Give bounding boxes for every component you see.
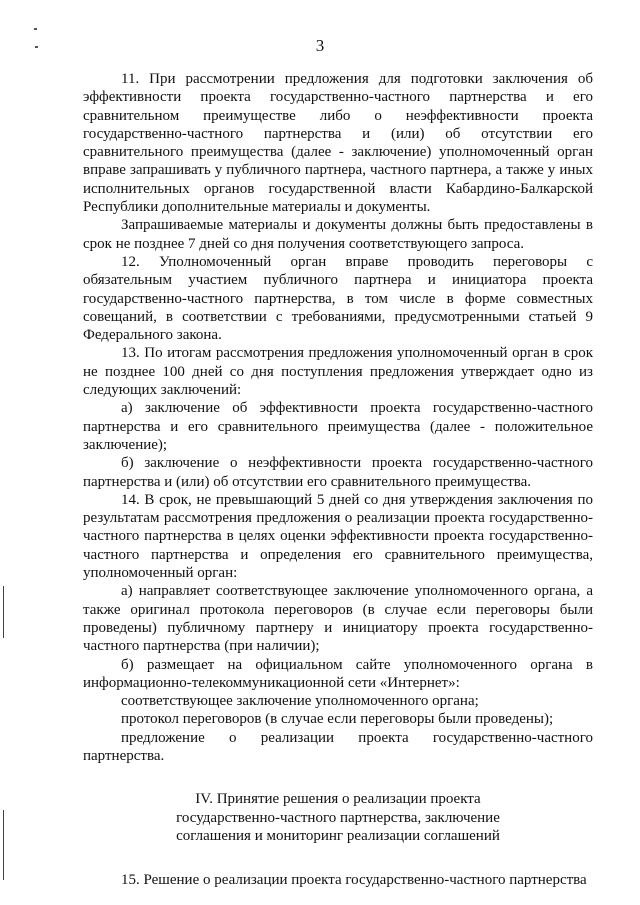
section-heading-line: государственно-частного партнерства, заключение bbox=[176, 809, 500, 826]
paragraph-14-b-item-3: предложение о реализации проекта государственно-частного партнерства. bbox=[83, 729, 593, 764]
scan-speck bbox=[34, 28, 37, 30]
paragraph-14: 14. В срок, не превышающий 5 дней со дня утверждения заключения по результатам рассмотрения предложения о реализации проекта государственно-частного партнерства в целях оценки эффективности проекта государственно-частного партнерства и определения его сравнительного преимущества, уполномоченный орган: bbox=[83, 491, 593, 582]
section-heading bbox=[83, 790, 593, 845]
paragraph-13: 13. По итогам рассмотрения предложения уполномоченный орган в срок не позднее 100 дней со дня поступления предложения утверждает одно из следующих заключений: bbox=[83, 345, 593, 399]
section-heading-line: IV. Принятие решения о реализации проекта bbox=[195, 791, 481, 808]
paragraph-13-b: б) заключение о неэффективности проекта государственно-частного партнерства и (или) об отсутствии его сравнительного преимущества. bbox=[83, 455, 593, 490]
paragraph-14-b-item-2: протокол переговоров (в случае если переговоры были проведены); bbox=[121, 711, 554, 728]
scan-edge-mark bbox=[3, 586, 4, 638]
scan-edge-mark bbox=[3, 810, 4, 880]
page-number: 3 bbox=[315, 36, 325, 55]
paragraph-13-a: а) заключение об эффективности проекта государственно-частного партнерства и его сравнительного преимущества (далее - положительное заключение); bbox=[83, 400, 593, 453]
paragraph-14-b-item-1: соответствующее заключение уполномоченного органа; bbox=[121, 693, 479, 710]
paragraph-15: 15. Решение о реализации проекта государственно-частного партнерства bbox=[121, 872, 587, 889]
paragraph-11: 11. При рассмотрении предложения для подготовки заключения об эффективности проекта государственно-частного партнерства и его сравнительном преимуществе либо о неэффективности проекта государственно-частного партнерства и (или) об отсутствии его сравнительного преимущества (далее - заключение) уполномоченный орган вправе запрашивать у публичного партнера, частного партнера, а также у иных исполнительных органов государственной власти Кабардино-Балкарской Республики дополнительные материалы и документы. bbox=[83, 71, 593, 216]
paragraph-14-b: б) размещает на официальном сайте уполномоченного органа в информационно-телекоммуникационной сети «Интернет»: bbox=[83, 656, 593, 691]
document-body bbox=[83, 70, 593, 889]
paragraph-11-requested-materials: Запрашиваемые материалы и документы должны быть предоставлены в срок не позднее 7 дней со дня получения соответствующего запроса. bbox=[83, 217, 593, 252]
section-heading-line: соглашения и мониторинг реализации соглашений bbox=[176, 827, 500, 844]
paragraph-12: 12. Уполномоченный орган вправе проводить переговоры с обязательным участием публичного партнера и инициатора проекта государственно-частного партнерства, в том числе в форме совместных совещаний, в соответствии с требованиями, предусмотренными статьей 9 Федерального закона. bbox=[83, 253, 593, 344]
paragraph-14-a: а) направляет соответствующее заключение уполномоченного органа, а также оригинал протокола переговоров (в случае если переговоры были проведены) публичному партнеру и инициатору проекта государственно-частного партнерства (при наличии); bbox=[83, 583, 593, 655]
